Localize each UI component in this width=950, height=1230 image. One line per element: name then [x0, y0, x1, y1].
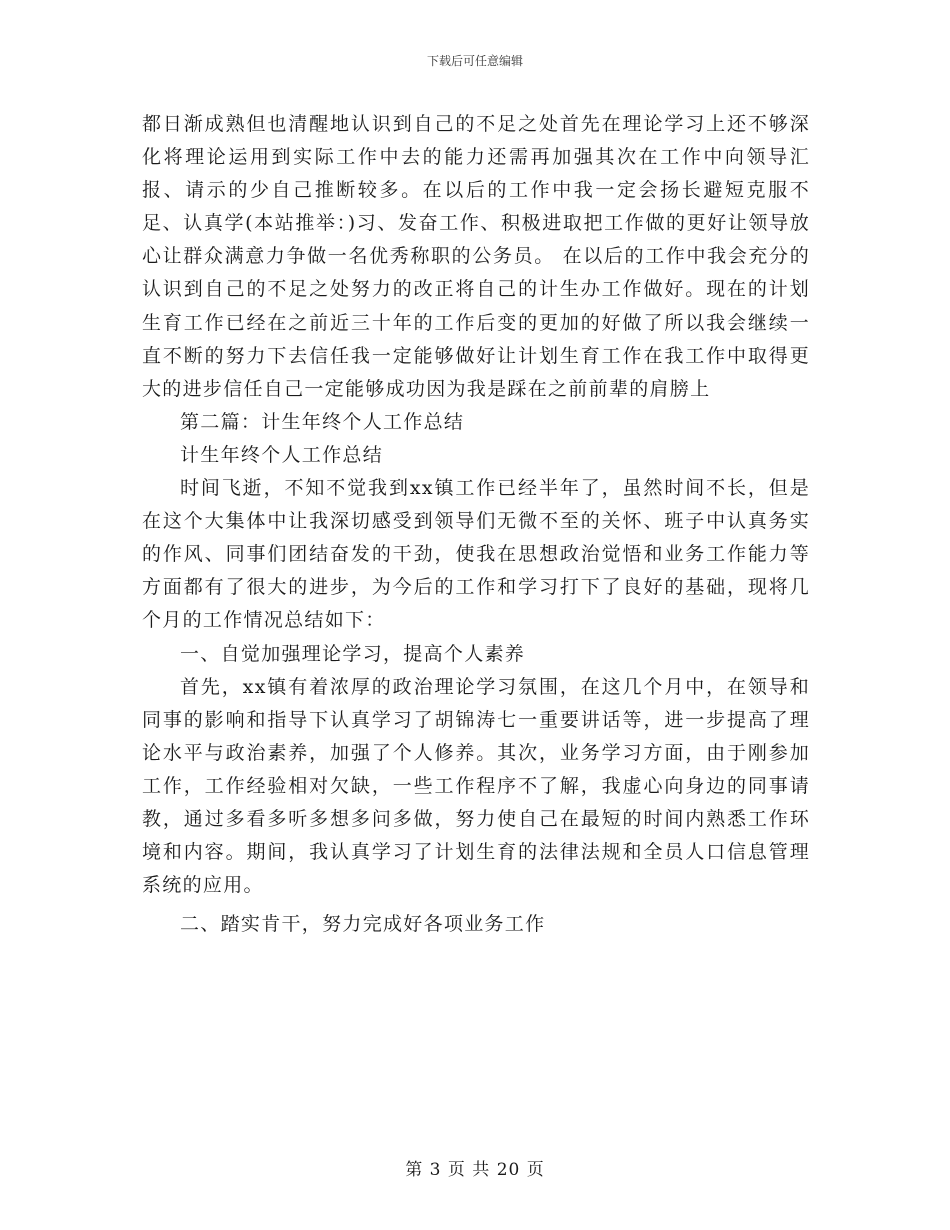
document-body	[142, 108, 810, 941]
section-heading-part-two: 第二篇：计生年终个人工作总结	[180, 410, 465, 433]
page-number-footer: 第 3 页 共 20 页	[405, 1160, 545, 1180]
heading-work-tasks: 二、踏实肯干，努力完成好各项业务工作	[180, 913, 546, 936]
document-title: 计生年终个人工作总结	[180, 443, 384, 466]
paragraph-intro: 时间飞逝，不知不觉我到xx镇工作已经半年了，虽然时间不长，但是在这个大集体中让我深切感受到领导们无微不至的关怀、班子中认真务实的作风、同事们团结奋发的干劲，使我在思想政治觉悟和业务工作能力等方面都有了很大的进步，为今后的工作和学习打下了良好的基础，现将几个月的工作情况总结如下：	[142, 477, 810, 632]
paragraph-theory-study: 首先，xx镇有着浓厚的政治理论学习氛围，在这几个月中，在领导和同事的影响和指导下认真学习了胡锦涛七一重要讲话等，进一步提高了理论水平与政治素养，加强了个人修养。其次，业务学习方面，由于刚参加工作，工作经验相对欠缺，一些工作程序不了解，我虚心向身边的同事请教，通过多看多听多想多问多做，努力使自己在最短的时间内熟悉工作环境和内容。期间，我认真学习了计划生育的法律法规和全员人口信息管理系统的应用。	[142, 675, 810, 897]
page-header: 下载后可任意编辑	[426, 54, 523, 68]
paragraph-continuation: 都日渐成熟但也清醒地认识到自己的不足之处首先在理论学习上还不够深化将理论运用到实际工作中去的能力还需再加强其次在工作中向领导汇报、请示的少自己推断较多。在以后的工作中我一定会扬长避短克服不足、认真学(本站推举：)习、发奋工作、积极进取把工作做的更好让领导放心让群众满意力争做一名优秀称职的公务员。 在以后的工作中我会充分的认识到自己的不足之处努力的改正将自己的计生办工作做好。现在的计划生育工作已经在之前近三十年的工作后变的更加的好做了所以我会继续一直不断的努力下去信任我一定能够做好让计划生育工作在我工作中取得更大的进步信任自己一定能够成功因为我是踩在之前前辈的肩膀上	[142, 113, 810, 400]
heading-theory-study: 一、自觉加强理论学习，提高个人素养	[180, 642, 526, 665]
